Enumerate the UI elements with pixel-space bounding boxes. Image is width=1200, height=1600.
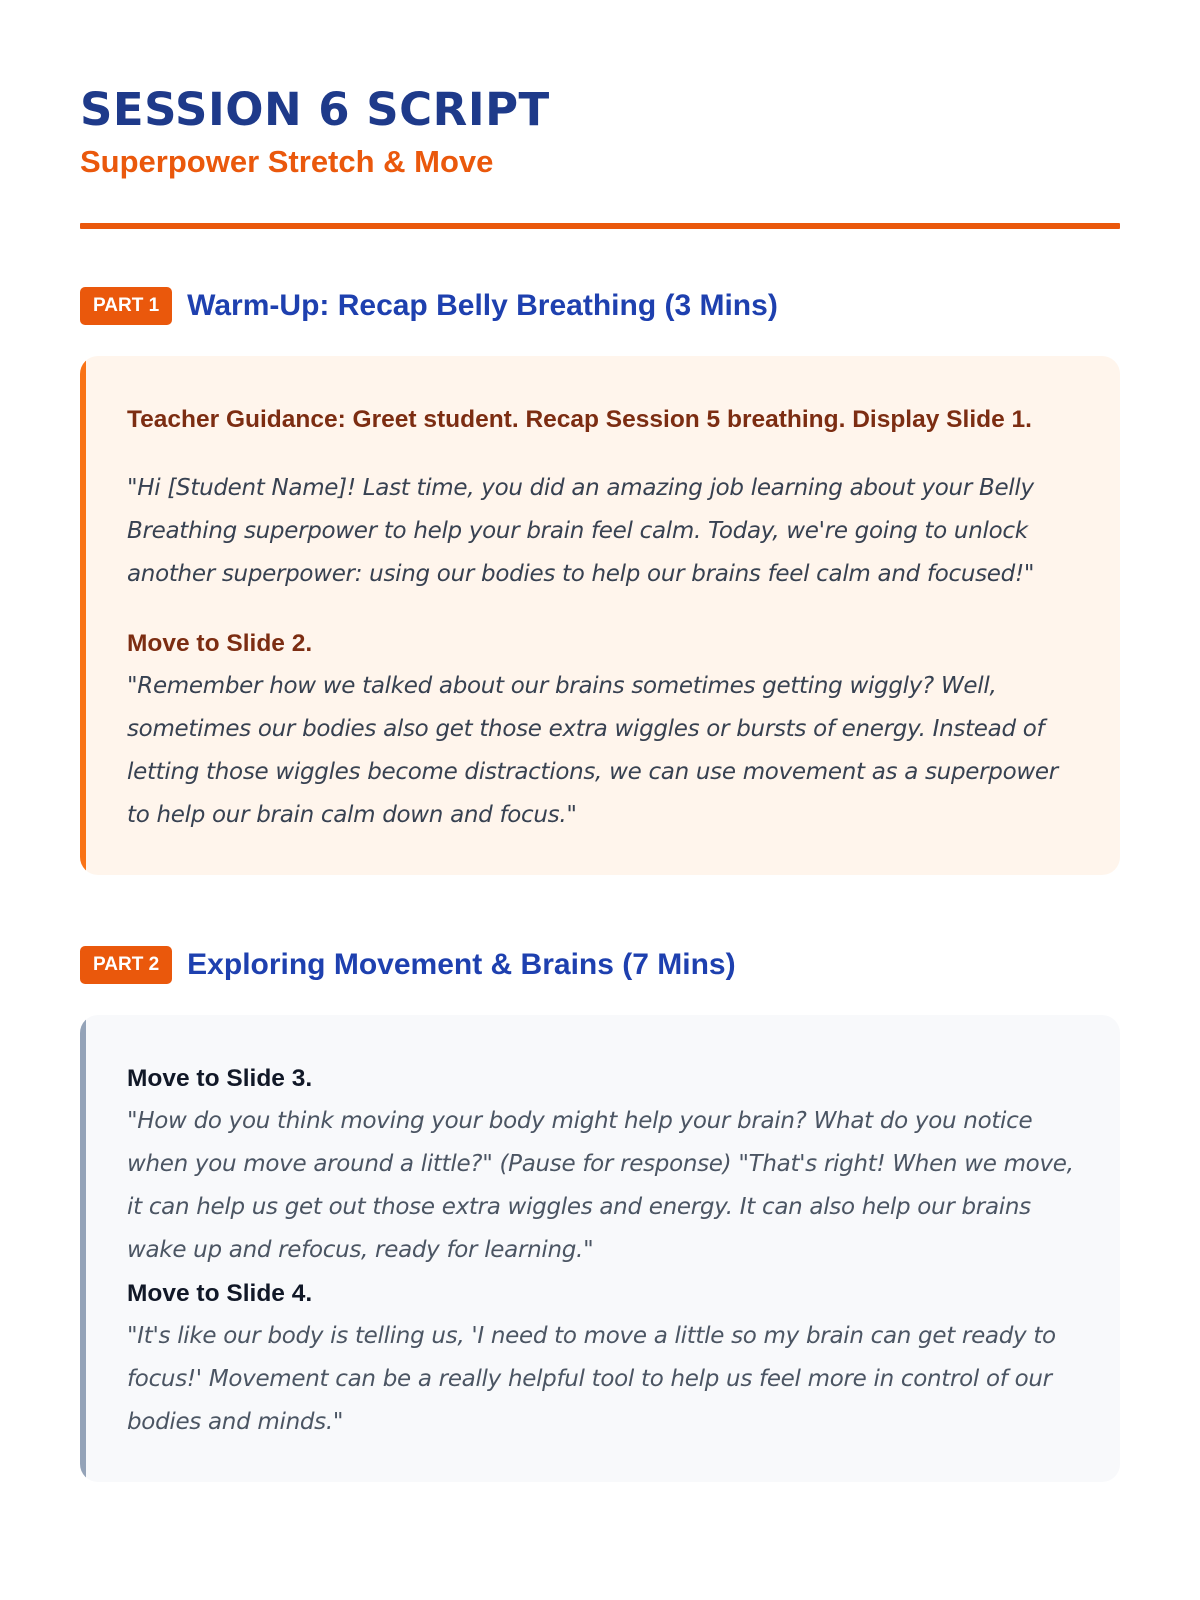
part-1-card [80, 356, 1120, 875]
part-2-badge: PART 2 [80, 946, 172, 984]
part-2-card [80, 1015, 1120, 1482]
script-quote: "Remember how we talked about our brains sometimes getting wiggly? Well, sometimes our bodies also get those extra wiggles or bursts of energy. Instead of letting those wiggles become distractions, we can use movement as a superpower to help our brain calm down and focus." [127, 673, 1058, 828]
part-2-title: Exploring Movement & Brains (7 Mins) [187, 948, 736, 981]
slide-instruction: Move to Slide 4. [127, 1280, 313, 1307]
teacher-guidance: Teacher Guidance: Greet student. Recap Session 5 breathing. Display Slide 1. [127, 406, 1032, 433]
script-quote: "Hi [Student Name]! Last time, you did an amazing job learning about your Belly Breathing superpower to help your brain feel calm. Today, we're going to unlock another superpower: using our bodies to help our brains feel calm and focused!" [127, 475, 1035, 587]
title-divider [80, 223, 1120, 229]
script-quote: "It's like our body is telling us, 'I need to move a little so my brain can get ready to focus!' Movement can be a really helpful tool to help us feel more in control of our bodies and minds." [127, 1323, 1056, 1435]
script-page [80, 80, 1120, 1482]
part-2-header [80, 945, 1120, 985]
slide-instruction: Move to Slide 2. [127, 630, 313, 657]
page-title: SESSION 6 SCRIPT [80, 83, 550, 136]
part-1-title: Warm-Up: Recap Belly Breathing (3 Mins) [187, 289, 778, 322]
script-quote: "How do you think moving your body might help your brain? What do you notice when you move around a little?" (Pause for response) "That's right! When we move, it can help us get out those extra wiggles and energy. It can also help our brains wake up and refocus, ready for learning." [127, 1108, 1074, 1263]
part-1-badge: PART 1 [80, 287, 172, 325]
part-1-header [80, 286, 1120, 326]
slide-instruction: Move to Slide 3. [127, 1065, 313, 1092]
page-subtitle: Superpower Stretch & Move [80, 144, 494, 179]
